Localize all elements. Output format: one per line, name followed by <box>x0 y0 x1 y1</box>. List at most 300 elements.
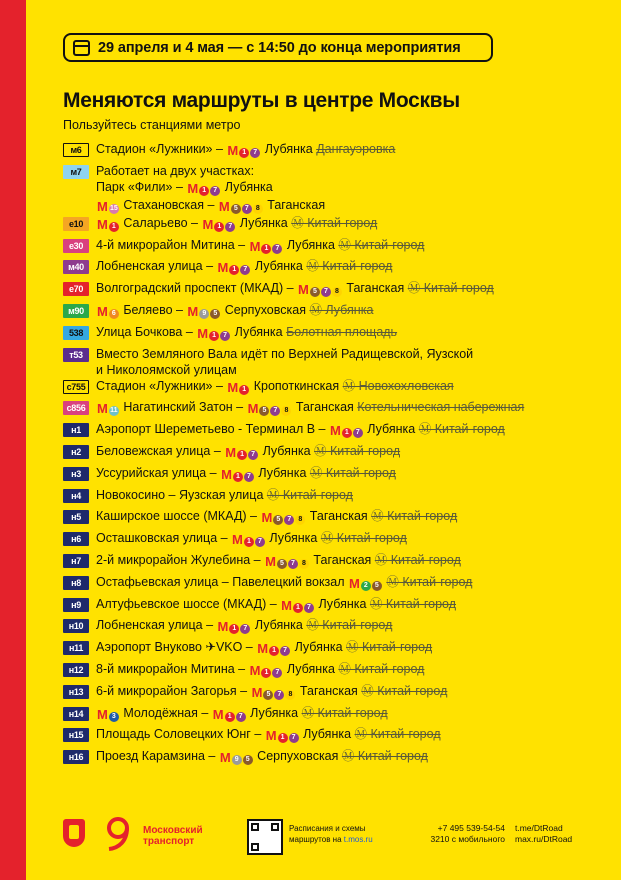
route-description <box>96 465 396 483</box>
route-row <box>63 508 615 530</box>
qr-finder-bottom-left <box>251 843 259 851</box>
metro-icon <box>227 143 260 159</box>
route-row <box>63 487 615 509</box>
route-text: Лубянка <box>221 179 273 194</box>
metro-line-7-icon: 7 <box>210 186 220 196</box>
route-description <box>96 596 456 614</box>
metro-m-icon: М <box>265 553 276 569</box>
cancelled-stop: Ⓜ Китай-город <box>361 683 448 698</box>
metro-m-icon: М <box>202 216 214 232</box>
metro-m-icon: М <box>227 379 239 395</box>
route-row <box>63 552 615 574</box>
page-subtitle: Пользуйтесь станциями метро <box>63 118 241 132</box>
metro-icon <box>218 619 251 635</box>
cancelled-stop: Ⓜ Китай-город <box>309 465 396 480</box>
route-text: Лубянка <box>363 422 419 437</box>
route-description <box>96 421 505 439</box>
route-description <box>96 552 461 570</box>
metro-m-icon: М <box>281 597 292 613</box>
metro-line-1-icon: 1 <box>229 624 239 634</box>
route-line <box>96 487 353 503</box>
route-text: 2-й микрорайон Жулебина – <box>96 552 265 567</box>
qr-code[interactable] <box>247 819 283 855</box>
route-line <box>96 179 325 197</box>
route-number-badge: н12 <box>63 663 89 677</box>
route-text: Лубянка <box>254 465 310 480</box>
route-text: Таганская <box>263 197 326 212</box>
route-text: Беляево – <box>119 302 187 317</box>
metro-m-icon: М <box>217 260 229 276</box>
metro-icon <box>232 532 265 548</box>
route-line <box>96 617 392 635</box>
metro-line-1-icon: 1 <box>269 646 279 656</box>
route-line <box>96 443 400 461</box>
route-row <box>63 596 615 618</box>
cancelled-stop: Ⓜ Китай-город <box>386 574 473 589</box>
metro-line-5-icon: 5 <box>310 287 320 297</box>
route-description <box>96 748 428 766</box>
metro-m-icon: М <box>97 706 108 722</box>
cancelled-stop: Ⓜ Китай-город <box>338 237 425 252</box>
metro-m-icon: М <box>329 423 341 439</box>
route-text: Лубянка <box>314 596 370 611</box>
route-number-badge: н3 <box>63 467 89 481</box>
route-text: и Николоямской улицам <box>96 362 237 377</box>
metro-line-7-icon: 7 <box>270 406 280 416</box>
route-number-badge: н14 <box>63 707 89 721</box>
metro-line-1-icon: 1 <box>278 733 288 743</box>
metro-line-5-icon: 5 <box>259 406 269 416</box>
metro-m-icon: М <box>97 216 108 232</box>
cancelled-stop: Ⓜ Китай-город <box>374 552 461 567</box>
metro-m-icon: М <box>187 180 199 196</box>
metro-line-1-icon: 1 <box>239 385 249 395</box>
route-row <box>63 237 615 259</box>
metro-line-7-icon: 7 <box>240 265 250 275</box>
metro-m-icon: М <box>265 728 277 744</box>
route-line <box>96 197 325 215</box>
metro-m-icon: М <box>249 662 261 678</box>
cancelled-stop: Ⓜ Китай-город <box>354 727 441 742</box>
metro-icon <box>202 217 235 233</box>
route-text: Аэропорт Внуково ✈VKO – <box>96 640 257 655</box>
metro-line-11-icon: 11 <box>110 407 118 415</box>
metro-line-5-icon: 5 <box>210 309 220 319</box>
route-line <box>96 748 428 766</box>
moscow-coat-of-arms-icon <box>63 819 85 847</box>
route-text: Беловежская улица – <box>96 443 225 458</box>
metro-line-9-icon: 9 <box>199 309 209 319</box>
route-line <box>96 596 456 614</box>
route-line <box>96 661 424 679</box>
cancelled-stop: Ⓜ Китай-город <box>341 749 428 764</box>
metro-icon <box>219 199 263 215</box>
route-description <box>96 237 424 255</box>
metro-icon <box>187 304 220 320</box>
cancelled-stop: Ⓜ Китай-город <box>371 509 458 524</box>
metro-line-6-icon: 6 <box>109 309 119 319</box>
route-row <box>63 163 615 215</box>
metro-icon <box>250 239 283 255</box>
route-number-badge: н9 <box>63 598 89 612</box>
cancelled-stop: Болотная площадь <box>286 324 398 339</box>
qr-finder-top-left <box>251 823 259 831</box>
route-text: Лубянка <box>251 259 307 274</box>
metro-icon <box>225 445 258 461</box>
route-number-badge: н11 <box>63 641 89 655</box>
metro-line-1-icon: 1 <box>261 244 271 254</box>
route-text: Улица Бочкова – <box>96 324 197 339</box>
metro-line-1-icon: 1 <box>229 265 239 275</box>
route-row <box>63 726 615 748</box>
metro-line-1-icon: 1 <box>244 537 254 547</box>
metro-line-1-icon: 1 <box>233 472 243 482</box>
telegram-link[interactable]: t.me/DtRoad <box>515 823 563 833</box>
route-text: Лубянка <box>259 443 315 458</box>
route-row <box>63 346 615 378</box>
route-text: Таганская <box>342 281 408 296</box>
route-text: Волгоградский проспект (МКАД) – <box>96 281 298 296</box>
t-mos-link[interactable]: t.mos.ru <box>343 835 373 844</box>
qr-caption-line-1: Расписания и схемы <box>289 824 366 833</box>
date-banner <box>63 33 493 62</box>
route-text: Стахановская – <box>119 197 218 212</box>
route-text: Таганская <box>292 400 358 415</box>
route-text: Нагатинский Затон – <box>119 400 247 415</box>
metro-m-icon: М <box>227 143 239 158</box>
cancelled-stop: Ⓜ Китай-город <box>314 443 401 458</box>
metro-line-5-icon: 5 <box>277 559 287 569</box>
route-description <box>96 705 388 723</box>
metro-icon <box>197 326 230 342</box>
moscow-transport-logo-icon <box>101 815 137 851</box>
cancelled-stop: Ⓜ Китай-город <box>306 259 393 274</box>
route-number-badge: н7 <box>63 554 89 568</box>
metro-m-icon: М <box>221 466 232 482</box>
route-row <box>63 705 615 727</box>
metro-icon <box>248 401 292 417</box>
metro-line-7-icon: 7 <box>242 204 252 214</box>
max-link[interactable]: max.ru/DtRoad <box>515 834 573 844</box>
route-number-badge: н10 <box>63 619 89 633</box>
metro-icon <box>187 181 220 197</box>
route-row <box>63 748 615 770</box>
metro-line-7-icon: 7 <box>250 148 260 158</box>
metro-m-icon: М <box>349 575 360 591</box>
route-row <box>63 661 615 683</box>
route-text: Таганская <box>306 509 372 524</box>
route-line <box>96 726 441 744</box>
route-number-badge: н5 <box>63 510 89 524</box>
route-text: Вместо Земляного Вала идёт по Верхней Радищевской, Яузской <box>96 346 474 361</box>
route-text: Аэропорт Шереметьево - Терминал В – <box>96 422 329 437</box>
metro-line-1-icon: 1 <box>199 186 209 196</box>
metro-icon <box>266 728 299 744</box>
metro-icon <box>218 260 251 276</box>
cancelled-stop: Дангауэровка <box>316 142 396 156</box>
metro-line-7-icon: 7 <box>225 222 235 232</box>
route-line <box>96 258 392 276</box>
route-text: Лубянка <box>261 142 317 156</box>
route-description <box>96 346 473 378</box>
phone-info <box>423 823 505 845</box>
route-description <box>96 443 400 461</box>
metro-line-7-icon: 7 <box>288 559 298 569</box>
route-row <box>63 302 615 324</box>
metro-line-7-icon: 7 <box>272 668 282 678</box>
route-text: Осташковская улица – <box>96 531 232 546</box>
route-number-badge: м6 <box>63 143 89 157</box>
route-text: Серпуховская <box>253 749 342 764</box>
metro-m-icon: М <box>232 532 243 548</box>
route-text: 6-й микрорайон Загорья – <box>96 683 251 698</box>
cancelled-stop: Ⓜ Китай-город <box>407 281 494 296</box>
route-number-badge: м40 <box>63 260 89 274</box>
metro-line-7-icon: 7 <box>240 624 250 634</box>
brand-line-2: транспорт <box>143 836 195 847</box>
route-row <box>63 399 615 421</box>
route-description <box>96 163 325 215</box>
route-text: Лубянка <box>265 531 321 546</box>
metro-m-icon: М <box>249 238 261 254</box>
cancelled-stop: Ⓜ Китай-город <box>291 215 378 230</box>
route-number-badge: н2 <box>63 445 89 459</box>
route-text: Таганская <box>309 552 375 567</box>
route-row <box>63 324 615 346</box>
route-description <box>96 399 524 417</box>
brand-line-1: Московский <box>143 825 203 836</box>
metro-line-7-icon: 7 <box>289 733 299 743</box>
cancelled-stop: Ⓜ Китай-город <box>301 705 388 720</box>
cancelled-stop: Ⓜ Китай-город <box>320 531 407 546</box>
route-description <box>96 574 472 592</box>
metro-line-7-icon: 7 <box>255 537 265 547</box>
route-row <box>63 378 615 400</box>
metro-m-icon: М <box>225 444 237 460</box>
route-number-badge: е70 <box>63 282 89 296</box>
route-number-badge: н1 <box>63 423 89 437</box>
route-text: Проезд Карамзина – <box>96 749 219 764</box>
metro-icon <box>265 554 309 570</box>
route-description <box>96 215 377 233</box>
metro-line-1-icon: 1 <box>109 222 119 232</box>
metro-icon <box>221 467 254 483</box>
route-text: Лубянка <box>251 618 307 633</box>
metro-m-icon: М <box>212 706 224 722</box>
metro-icon <box>330 423 363 439</box>
route-text: Кропоткинская <box>250 378 343 393</box>
route-description <box>96 141 395 159</box>
cancelled-stop: Ⓜ Китай-город <box>369 596 456 611</box>
route-line <box>96 324 397 342</box>
route-text: Лубянка <box>283 237 339 252</box>
route-text: Алтуфьевское шоссе (МКАД) – <box>96 596 281 611</box>
route-text: Лубянка <box>283 661 339 676</box>
cancelled-stop: Ⓜ Китай-город <box>346 640 433 655</box>
route-line <box>96 530 407 548</box>
route-number-badge: н13 <box>63 685 89 699</box>
metro-line-7-icon: 7 <box>280 646 290 656</box>
metro-line-7-icon: 7 <box>272 244 282 254</box>
route-number-badge: м90 <box>63 304 89 318</box>
route-text: Работает на двух участках: <box>96 163 255 178</box>
route-text: Площадь Соловецких Юнг – <box>96 727 265 742</box>
route-number-badge: 538 <box>63 326 89 340</box>
metro-line-2-icon: 2 <box>361 581 371 591</box>
route-line <box>96 683 447 701</box>
route-text: Лубянка <box>236 215 292 230</box>
route-line <box>96 215 377 233</box>
metro-line-5-icon: 5 <box>372 581 382 591</box>
route-number-badge: м7 <box>63 165 89 179</box>
route-text: Уссурийская улица – <box>96 465 221 480</box>
metro-m-icon: М <box>197 325 209 341</box>
route-text: 4-й микрорайон Митина – <box>96 237 249 252</box>
cancelled-stop: Ⓜ Китай-город <box>338 661 425 676</box>
cancelled-stop: Котельническая набережная <box>357 400 525 415</box>
metro-icon <box>250 663 283 679</box>
route-description <box>96 258 392 276</box>
metro-icon <box>298 282 342 298</box>
route-line <box>96 574 472 592</box>
cancelled-stop: Ⓜ Китай-город <box>418 422 505 437</box>
date-text: 29 апреля и 4 мая — с 14:50 до конца мероприятия <box>98 39 461 56</box>
phone-mobile: 3210 с мобильного <box>430 834 505 844</box>
metro-line-8-icon: 8 <box>295 515 305 525</box>
route-line <box>96 302 373 320</box>
metro-line-15-icon: 15 <box>109 204 118 212</box>
metro-icon <box>281 598 314 614</box>
metro-line-8-icon: 8 <box>281 406 291 416</box>
metro-m-icon: М <box>257 641 269 657</box>
qr-caption <box>289 823 373 845</box>
metro-icon <box>97 707 119 723</box>
route-description <box>96 280 494 298</box>
cancelled-stop: Ⓜ Новохохловская <box>342 378 454 393</box>
calendar-icon <box>73 40 90 56</box>
route-row <box>63 215 615 237</box>
metro-m-icon: М <box>217 619 229 635</box>
route-description <box>96 726 441 744</box>
route-row <box>63 280 615 302</box>
cancelled-stop: Ⓜ Китай-город <box>306 618 393 633</box>
route-text: Парк «Фили» – <box>96 179 187 194</box>
metro-line-8-icon: 8 <box>253 204 263 214</box>
metro-icon <box>257 641 290 657</box>
phone-number[interactable]: +7 495 539-54-54 <box>437 823 505 833</box>
metro-icon <box>220 750 253 766</box>
route-text: 8-й микрорайон Митина – <box>96 661 249 676</box>
metro-line-3-icon: 3 <box>109 712 119 722</box>
route-text: Новокосино – Яузская улица <box>96 487 267 502</box>
route-description <box>96 661 424 679</box>
route-line <box>96 399 524 417</box>
route-text: Стадион «Лужники» – <box>96 142 227 156</box>
route-list <box>63 141 615 770</box>
route-number-badge: н16 <box>63 750 89 764</box>
route-line <box>96 465 396 483</box>
route-text: Саларьево – <box>119 215 202 230</box>
metro-icon <box>252 685 296 701</box>
metro-m-icon: М <box>298 282 309 298</box>
route-line <box>96 378 454 396</box>
metro-line-8-icon: 8 <box>332 287 342 297</box>
route-description <box>96 617 392 635</box>
route-row <box>63 683 615 705</box>
metro-icon <box>97 217 119 233</box>
metro-m-icon: М <box>97 303 108 319</box>
route-number-badge: с755 <box>63 380 89 394</box>
route-text: Молодёжная – <box>119 705 212 720</box>
route-description <box>96 530 407 548</box>
route-line <box>96 552 461 570</box>
metro-m-icon: М <box>218 198 230 214</box>
route-row <box>63 141 615 163</box>
metro-line-7-icon: 7 <box>353 428 363 438</box>
metro-m-icon: М <box>97 401 108 417</box>
social-links <box>515 823 572 845</box>
route-row <box>63 639 615 661</box>
route-description <box>96 324 397 342</box>
route-description <box>96 302 373 320</box>
cancelled-stop: Ⓜ Китай-город <box>266 487 353 502</box>
route-text: Таганская <box>296 683 362 698</box>
route-description <box>96 683 447 701</box>
metro-line-1-icon: 1 <box>261 668 271 678</box>
metro-icon <box>261 510 305 526</box>
metro-line-1-icon: 1 <box>342 428 352 438</box>
route-number-badge: е10 <box>63 217 89 231</box>
metro-m-icon: М <box>97 198 108 214</box>
route-text: Лубянка <box>246 705 302 720</box>
route-number-badge: н15 <box>63 728 89 742</box>
metro-line-7-icon: 7 <box>321 287 331 297</box>
route-text: Каширское шоссе (МКАД) – <box>96 509 261 524</box>
route-line <box>96 237 424 255</box>
route-line <box>96 141 395 159</box>
route-number-badge: т53 <box>63 348 89 362</box>
metro-icon <box>97 199 119 215</box>
metro-m-icon: М <box>251 684 263 700</box>
route-description <box>96 639 432 657</box>
route-line <box>96 346 473 362</box>
metro-line-7-icon: 7 <box>284 515 294 525</box>
route-row <box>63 258 615 280</box>
route-text: Лубянка <box>231 324 287 339</box>
metro-m-icon: М <box>219 750 231 766</box>
metro-line-7-icon: 7 <box>248 450 258 460</box>
route-row <box>63 421 615 443</box>
route-text: Серпуховская <box>221 302 310 317</box>
route-description <box>96 378 454 396</box>
metro-m-icon: М <box>187 303 199 319</box>
metro-line-1-icon: 1 <box>214 222 224 232</box>
metro-line-9-icon: 9 <box>232 755 242 765</box>
metro-line-8-icon: 8 <box>285 690 295 700</box>
route-text: Лубянка <box>299 727 355 742</box>
route-line <box>96 705 388 723</box>
metro-m-icon: М <box>247 401 259 417</box>
metro-line-5-icon: 5 <box>243 755 253 765</box>
metro-icon <box>97 401 119 417</box>
route-row <box>63 465 615 487</box>
route-number-badge: е30 <box>63 239 89 253</box>
metro-line-1-icon: 1 <box>293 603 303 613</box>
metro-icon <box>227 380 249 396</box>
metro-icon <box>97 304 119 320</box>
route-text: Остафьевская улица – Павелецкий вокзал <box>96 574 349 589</box>
side-red-bar <box>0 0 26 880</box>
